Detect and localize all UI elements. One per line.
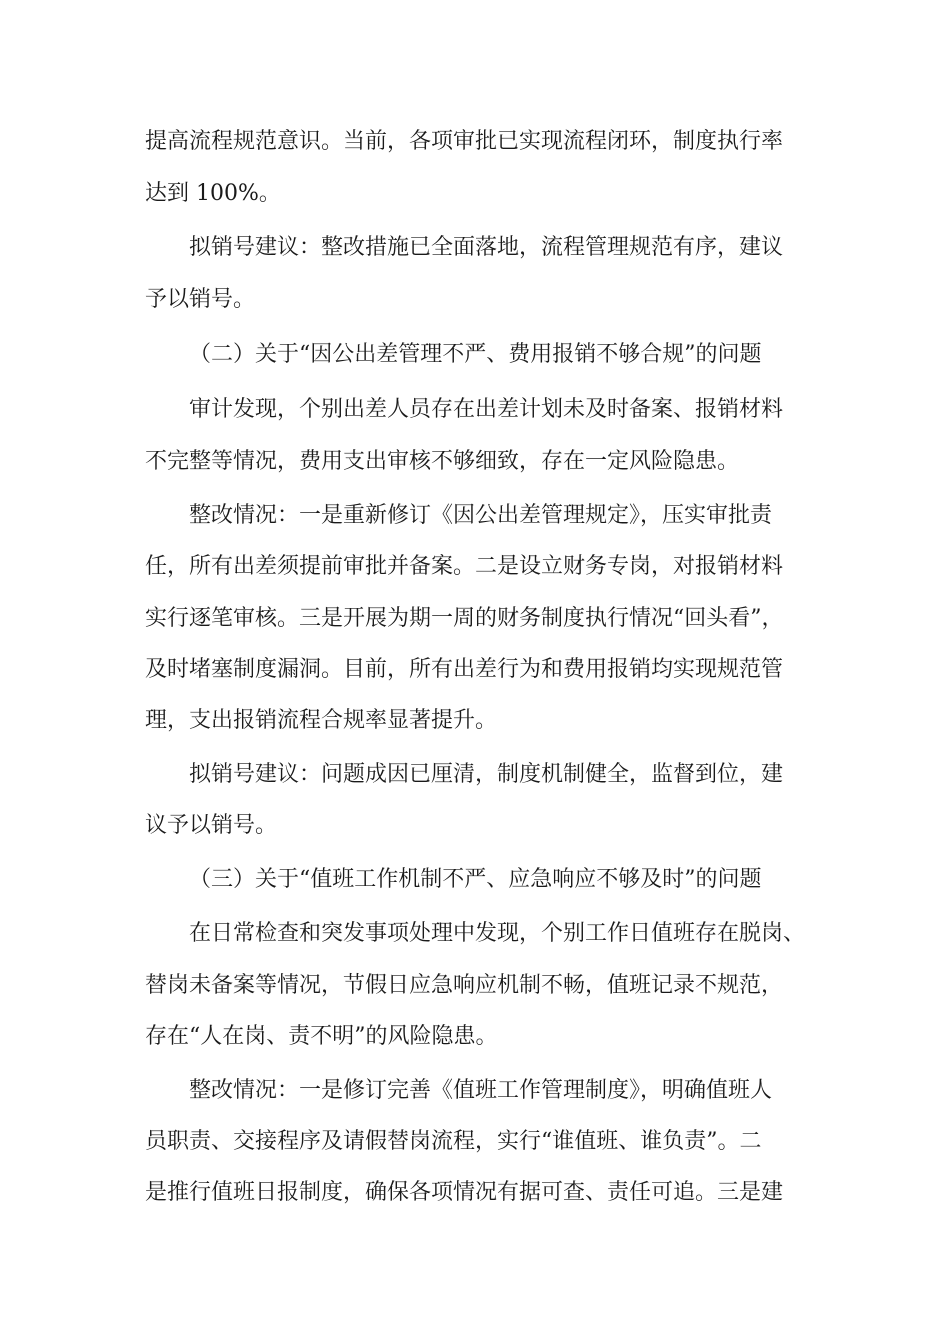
text-line: 予以销号。: [145, 287, 256, 312]
paragraph-start-line: 拟销号建议：问题成因已厘清，制度机制健全，监督到位，建: [189, 762, 784, 787]
paragraph-start-line: 拟销号建议：整改措施已全面落地，流程管理规范有序，建议: [189, 235, 784, 260]
text-line: 不完整等情况，费用支出审核不够细致，存在一定风险隐患。: [145, 449, 740, 474]
text-line: 实行逐笔审核。三是开展为期一周的财务制度执行情况“回头看”，: [145, 606, 784, 631]
text-line: 达到 100%。: [145, 181, 281, 206]
text-line: 替岗未备案等情况，节假日应急响应机制不畅，值班记录不规范，: [145, 973, 784, 998]
section-heading: （三）关于“值班工作机制不严、应急响应不够及时”的问题: [189, 867, 762, 892]
paragraph-start-line: 整改情况：一是修订完善《值班工作管理制度》，明确值班人: [189, 1078, 773, 1103]
text-line: 提高流程规范意识。当前，各项审批已实现流程闭环，制度执行率: [145, 129, 784, 154]
text-line: 任，所有出差须提前审批并备案。二是设立财务专岗，对报销材料: [145, 554, 784, 579]
paragraph-start-line: 在日常检查和突发事项处理中发现，个别工作日值班存在脱岗、: [189, 921, 806, 946]
text-line: 及时堵塞制度漏洞。目前，所有出差行为和费用报销均实现规范管: [145, 657, 784, 682]
text-line: 是推行值班日报制度，确保各项情况有据可查、责任可追。三是建: [145, 1180, 784, 1205]
text-line: 理，支出报销流程合规率显著提升。: [145, 708, 498, 733]
text-line: 存在“人在岗、责不明”的风险隐患。: [145, 1024, 498, 1049]
section-heading: （二）关于“因公出差管理不严、费用报销不够合规”的问题: [189, 342, 762, 367]
paragraph-start-line: 审计发现，个别出差人员存在出差计划未及时备案、报销材料: [189, 397, 784, 422]
paragraph-start-line: 整改情况：一是重新修订《因公出差管理规定》，压实审批责: [189, 503, 773, 528]
text-line: 员职责、交接程序及请假替岗流程，实行“谁值班、谁负责”。二: [145, 1129, 762, 1154]
text-line: 议予以销号。: [145, 813, 278, 838]
